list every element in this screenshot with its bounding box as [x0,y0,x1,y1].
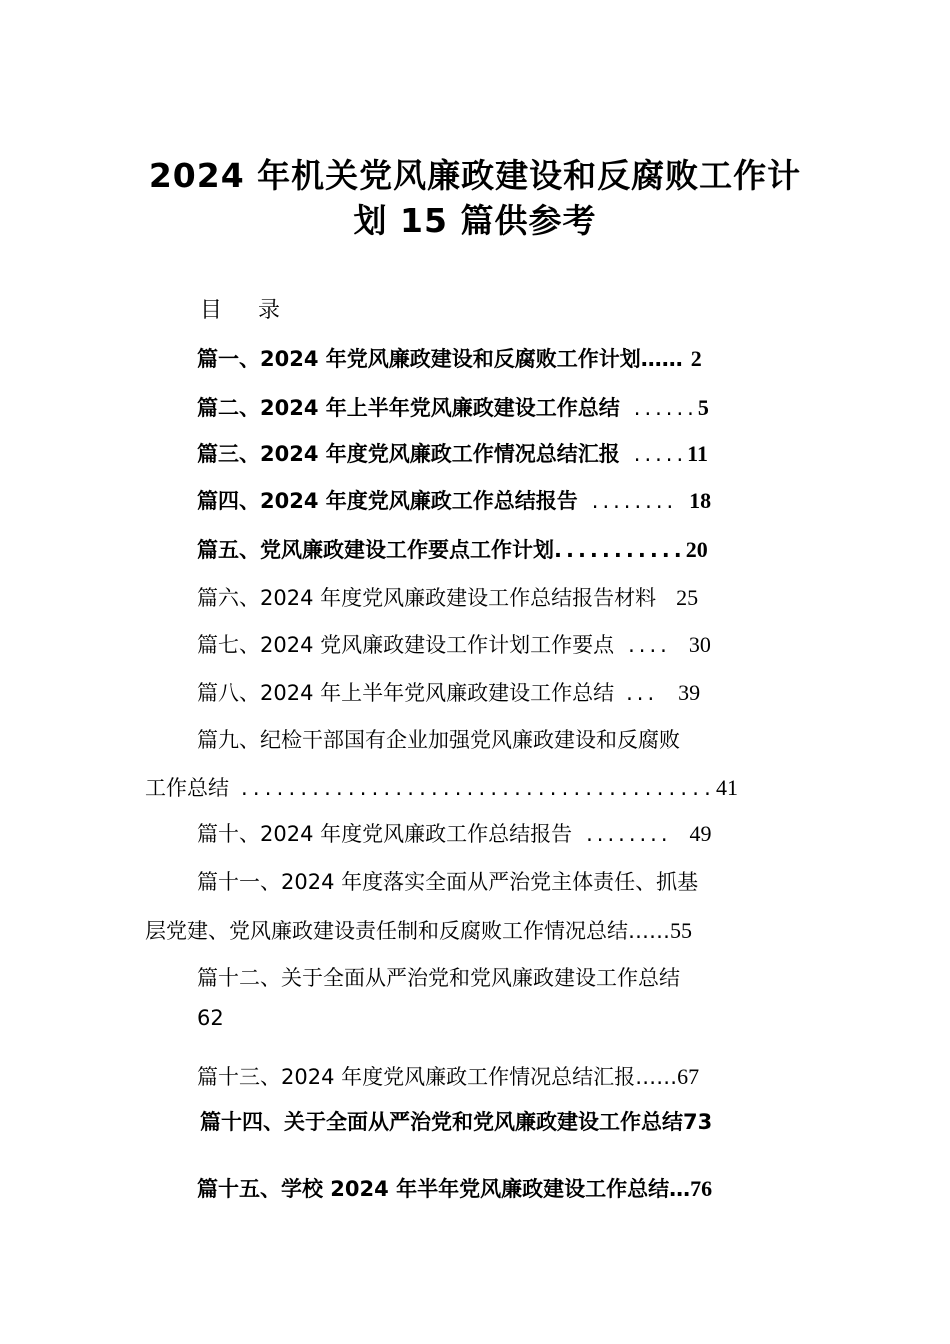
toc-page-number: 25 [676,585,699,610]
document-title-line-2: 划 15 篇供参考 [353,201,597,240]
toc-entry-4[interactable] [197,485,711,515]
toc-leader: ........... [554,538,686,562]
toc-leader: ........ [586,822,672,846]
toc-entry-title: 篇四、2024 年度党风廉政工作总结报告 [197,489,578,513]
toc-entry-15[interactable] [197,1173,712,1203]
toc-entry-1[interactable] [197,343,702,373]
toc-page-number: 67 [677,1064,700,1089]
toc-entry-11[interactable] [197,866,698,896]
toc-entry-3[interactable] [197,438,708,468]
toc-entry-title: 篇一、2024 年党风廉政建设和反腐败工作计划 [197,347,641,371]
toc-page-number: 18 [689,488,712,513]
toc-entry-title: 篇七、2024 党风廉政建设工作计划工作要点 [197,633,615,657]
toc-leader: …… [640,347,683,371]
toc-heading-char-2: 录 [258,298,281,323]
toc-leader: ... [626,681,659,705]
toc-entry-title: 篇三、2024 年度党风廉政工作情况总结汇报 [197,442,620,466]
toc-page-number: 30 [688,632,711,657]
toc-page-number: 20 [685,537,708,562]
toc-entry-12-page[interactable] [197,1006,224,1030]
toc-entry-6[interactable] [197,582,698,612]
toc-entry-title-continued: 工作总结 [145,776,229,800]
toc-leader: ........ [591,489,678,513]
toc-entry-11-continued[interactable] [145,915,692,945]
document-title-line-1: 2024 年机关党风廉政建设和反腐败工作计 [148,156,802,195]
toc-leader: …… [635,1065,678,1089]
toc-page-number: 55 [670,918,692,943]
toc-entry-title: 篇八、2024 年上半年党风廉政建设工作总结 [197,681,615,705]
toc-entry-title: 篇十三、2024 年度党风廉政工作情况总结汇报 [197,1065,636,1089]
toc-entry-12[interactable] [197,962,680,992]
toc-entry-7[interactable] [197,629,711,659]
toc-page-number: 62 [197,1006,224,1030]
toc-page-number: 5 [697,395,709,420]
toc-entry-13[interactable] [197,1061,699,1091]
toc-entry-10[interactable] [197,818,712,848]
toc-entry-title: 篇六、2024 年度党风廉政建设工作总结报告材料 [197,586,657,610]
toc-page-number: 11 [687,441,708,466]
toc-heading-char-1: 目 [200,298,223,323]
toc-entry-title: 篇九、纪检干部国有企业加强党风廉政建设和反腐败 [197,728,680,752]
toc-page-number: 2 [690,346,702,371]
toc-leader: ..... [633,442,688,466]
toc-entry-8[interactable] [197,677,700,707]
toc-entry-title: 篇二、2024 年上半年党风廉政建设工作总结 [197,396,620,420]
toc-leader: .... [628,633,671,657]
toc-entry-title: 篇十一、2024 年度落实全面从严治党主体责任、抓基 [197,870,699,894]
toc-leader: … [669,1177,691,1201]
toc-page-number: 49 [689,821,712,846]
toc-entry-title: 篇十二、关于全面从严治党和党风廉政建设工作总结 [197,966,680,990]
toc-page-number: 39 [678,680,701,705]
toc-heading [200,293,280,324]
toc-entry-title: 篇十五、学校 2024 年半年党风廉政建设工作总结 [197,1177,670,1201]
toc-page-number: 41 [716,775,739,800]
toc-entry-5[interactable] [197,534,708,564]
toc-entry-title-continued: 层党建、党风廉政建设责任制和反腐败工作情况总结 [145,919,628,943]
toc-page-number: 73 [683,1110,713,1134]
toc-page-number: 76 [690,1176,713,1201]
toc-entry-14[interactable] [200,1106,712,1136]
toc-entry-title: 篇十、2024 年度党风廉政工作总结报告 [197,822,573,846]
toc-entry-title: 篇五、党风廉政建设工作要点工作计划 [197,538,554,562]
toc-entry-9[interactable] [197,724,680,754]
toc-leader: …… [628,919,670,943]
toc-leader: ...... [633,396,698,420]
toc-leader: ........................................ [241,776,717,800]
toc-entry-9-continued[interactable] [145,772,738,802]
toc-entry-2[interactable] [197,392,709,422]
toc-entry-title: 篇十四、关于全面从严治党和党风廉政建设工作总结 [200,1110,683,1134]
